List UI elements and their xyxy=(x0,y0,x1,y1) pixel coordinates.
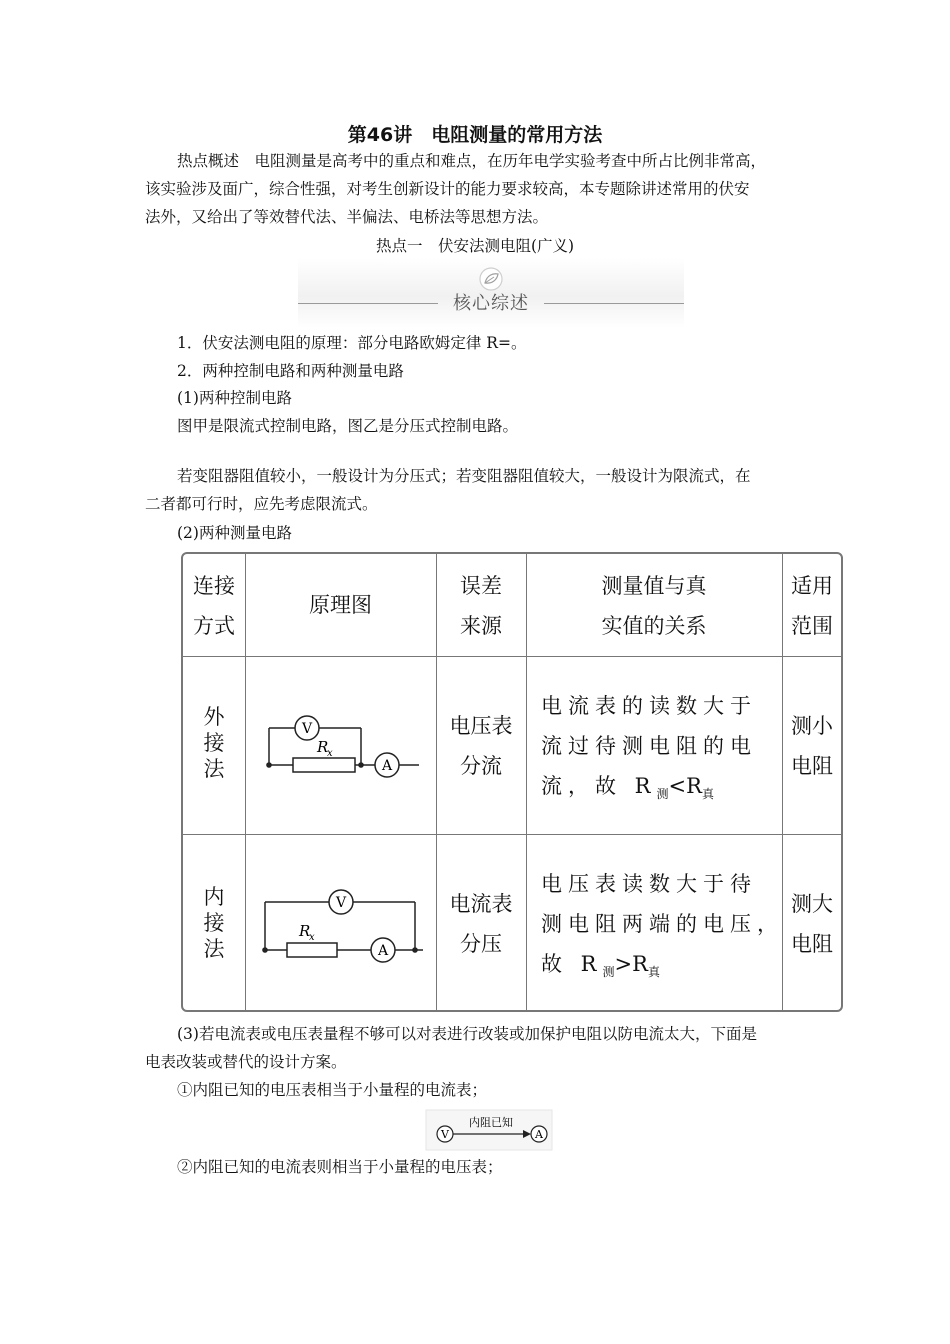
para-a: 若变阻器阻值较小，一般设计为分压式；若变阻器阻值较大，一般设计为限流式，在 xyxy=(177,467,751,485)
svg-text:A: A xyxy=(381,758,393,774)
svg-text:R: R xyxy=(299,922,311,940)
resistor-icon xyxy=(293,758,355,772)
banner-label: 核心综述 xyxy=(453,293,529,314)
svg-text:x: x xyxy=(309,932,315,943)
header-error: 误差 来源 xyxy=(460,574,502,638)
svg-text:内阻已知: 内阻已知 xyxy=(469,1116,513,1129)
row2-error: 电流表 分压 xyxy=(449,892,513,956)
header-connect: 连接 方式 xyxy=(193,574,235,638)
section-banner xyxy=(298,258,684,328)
svg-text:x: x xyxy=(327,748,333,759)
page-title: 第46讲 电阻测量的常用方法 xyxy=(347,124,603,146)
row2-method: 内 接 法 xyxy=(203,885,225,961)
case-2: ②内阻已知的电流表则相当于小量程的电压表； xyxy=(177,1158,503,1176)
header-relation: 测量值与真 实值的关系 xyxy=(601,574,707,638)
meter-conversion-diagram xyxy=(425,1104,555,1152)
row2-relation: 电压表读数大于待 测电阻两端的电压， 故 $R_测>R_真$ xyxy=(541,872,784,980)
row1-scope: 测小 电阻 xyxy=(791,714,833,778)
intro-line-2: 该实验涉及面广，综合性强，对考生创新设计的能力要求较高，本专题除讲述常用的伏安 xyxy=(145,180,750,198)
resistor-icon xyxy=(287,943,337,957)
svg-text:A: A xyxy=(377,943,389,959)
item-2: 2．两种控制电路和两种测量电路 xyxy=(177,362,404,380)
row1-method: 外 接 法 xyxy=(203,705,225,781)
item-2-1-text: 图甲是限流式控制电路，图乙是分压式控制电路。 xyxy=(177,417,519,435)
svg-text:V: V xyxy=(335,895,347,911)
header-scope: 适用 范围 xyxy=(791,574,833,638)
row1-relation: 电流表的读数大于 流过待测电阻的电 流，故 $R_测<R_真$ xyxy=(541,694,757,802)
item-1: 1．伏安法测电阻的原理：部分电路欧姆定律 R=。 xyxy=(177,334,527,352)
para-b: 二者都可行时，应先考虑限流式。 xyxy=(145,495,378,513)
svg-text:A: A xyxy=(535,1128,543,1141)
item-3-b: 电表改装或替代的设计方案。 xyxy=(145,1053,347,1071)
case-1: ①内阻已知的电压表相当于小量程的电流表； xyxy=(177,1081,488,1099)
row2-circuit-diagram xyxy=(255,880,435,970)
item-2-1: (1)两种控制电路 xyxy=(177,389,292,407)
hotspot-heading: 热点一 伏安法测电阻(广义) xyxy=(375,237,575,255)
item-3-a: (3)若电流表或电压表量程不够可以对表进行改装或加保护电阻以防电流太大，下面是 xyxy=(177,1025,757,1043)
intro-line-3: 法外，又给出了等效替代法、半偏法、电桥法等思想方法。 xyxy=(145,208,549,226)
item-2-2: (2)两种测量电路 xyxy=(177,524,292,542)
measurement-table xyxy=(181,552,843,1012)
svg-text:V: V xyxy=(301,721,313,737)
row2-scope: 测大 电阻 xyxy=(791,892,833,956)
intro-line-1: 热点概述 电阻测量是高考中的重点和难点，在历年电学实验考查中所占比例非常高， xyxy=(177,152,767,170)
header-diagram: 原理图 xyxy=(309,593,372,617)
row1-circuit-diagram xyxy=(255,704,435,784)
svg-text:V: V xyxy=(441,1128,449,1141)
svg-text:R: R xyxy=(317,738,329,756)
row1-error: 电压表 分流 xyxy=(449,714,513,778)
